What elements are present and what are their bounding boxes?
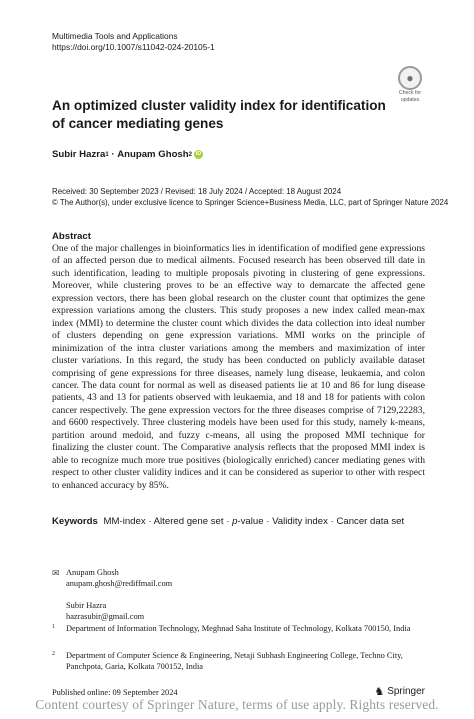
author-list [52, 149, 203, 160]
badge-label-2: updates [400, 96, 420, 103]
orcid-icon[interactable]: iD [195, 151, 202, 157]
author-name[interactable]: Subir Hazra [52, 149, 106, 160]
copyright-line: © The Author(s), under exclusive licence to Springer Science+Business Media, LLC, part of Springer Nature 2024 [52, 198, 449, 207]
journal-header [52, 31, 215, 53]
affiliation-text: Department of Information Technology, Meghnad Saha Institute of Technology, Kolkata 700150, India [66, 624, 411, 633]
affiliation-text: Department of Computer Science & Engineering, Netaji Subhash Engineering College, Techno City, Panchpota, Garia, Kolkata 700152, India [66, 651, 403, 671]
paper-title: An optimized cluster validity index for identification of cancer mediating genes [52, 98, 386, 131]
abstract-text: One of the major challenges in bioinformatics lies in identification of modified gene expressions of an affected person due to medical ailments. Focused research has been observed till date in such identification, leading to multiple proposals pivoting in clustering of gene expressions. Moreover, while clustering proves to be an effective way to demarcate the affected gene expression vectors, there has been global research on the cluster count that optimizes the gene expression variations among the clusters. This study proposes a new index called mean-max index (MMI) to determine the cluster count which divides the data collection into ideal number of clusters depending on gene expression variations. MMI works on the principle of minimization of the intra cluster variations among the members and maximization of inter cluster variations. In this regard, the study has been conducted on publicly available dataset comprising of gene expressions for three diseases, namely lung disease, leukaemia, and colon cancer. The data count for normal as well as diseased patients lie at 10 and 86 for lung disease patients, 43 and 13 for patients observed with leukaemia, and 18 and 18 for patients with colon cancer respectively. The gene expression vectors for the three diseases comprise of 7129,22283, and 6600 respectively. Three clustering models have been used for this study, namely k-means, partition around medoid, and fuzzy c-means, all using the proposed MMI technique for finalizing the cluster count. The Comparative analysis reflects that the proposed MMI index is able to recognize much more true positives (biologically enriched) cancer mediating genes with respect to other cluster validity indices and it can be considered as superior to other with respect to enhanced accuracy by 85%. [52, 243, 425, 491]
article-history [52, 186, 448, 208]
author-name[interactable]: Anupam Ghosh [117, 149, 189, 160]
correspondence-block [52, 567, 172, 622]
keyword: MM-index [103, 516, 146, 527]
keyword: -value [237, 516, 264, 527]
check-for-updates-badge[interactable] [395, 66, 425, 102]
abstract-heading: Abstract [52, 231, 91, 242]
publisher-name: Springer [387, 686, 425, 697]
keyword-separator: · [145, 516, 154, 527]
author-separator: · [108, 149, 118, 160]
doi-link[interactable]: https://doi.org/10.1007/s11042-024-20105-1 [52, 42, 215, 52]
affiliation-marker: 2 [188, 151, 192, 158]
published-date: Published online: 09 September 2024 [52, 688, 178, 697]
dates-line: Received: 30 September 2023 / Revised: 18 July 2024 / Accepted: 18 August 2024 [52, 187, 342, 196]
affiliation-number: 2 [52, 651, 55, 657]
keyword: Altered gene set [153, 516, 224, 527]
keyword-separator: · [263, 516, 273, 527]
corresponding-author-email[interactable]: anupam.ghosh@rediffmail.com [66, 579, 173, 588]
author-contact-email[interactable]: hazrasubir@gmail.com [66, 612, 145, 621]
watermark-notice: Content courtesy of Springer Nature, terms of use apply. Rights reserved. [35, 697, 439, 712]
keyword-italic-part: p [232, 516, 238, 527]
journal-name: Multimedia Tools and Applications [52, 31, 178, 41]
keyword-separator: · [223, 516, 233, 527]
corresponding-author-name: Anupam Ghosh [66, 568, 119, 577]
keyword: Validity index [272, 516, 328, 527]
keyword-separator: · [327, 516, 337, 527]
badge-label-1: Check for [398, 90, 422, 96]
affiliation-2 [52, 650, 422, 672]
affiliation-marker: 1 [105, 151, 109, 158]
keywords-heading: Keywords [52, 516, 98, 527]
springer-horse-icon: ♞ [374, 686, 385, 698]
envelope-icon: ✉ [52, 568, 60, 578]
author-contact-name: Subir Hazra [66, 601, 107, 610]
affiliation-number: 1 [52, 624, 55, 630]
check-for-updates-icon: ● [398, 66, 422, 90]
affiliation-1 [52, 623, 422, 634]
keywords-line [52, 516, 432, 527]
keyword: Cancer data set [336, 516, 405, 527]
